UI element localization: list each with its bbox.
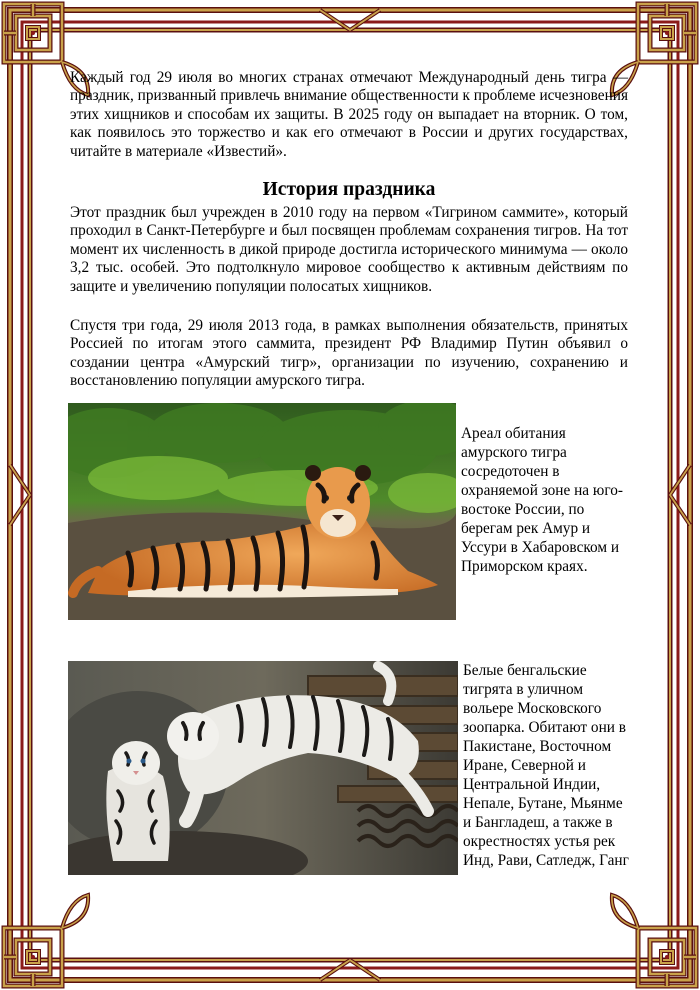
white-tiger-cubs-caption: Белые бенгальские тигрята в уличном вольере Московского зоопарка. Обитают они в Пакистане, Восточном Иране, Северной и Центральной Индии, Непале, Бутане, Мьянме и Бангладеш, а также в окрестностях устья рек Инд, Рави, Сатледж, Ганг [463,662,629,869]
history-paragraph-1: Этот праздник был учрежден в 2010 году на первом «Тигрином саммите», который проходил в Санкт-Петербурге и был посвящен проблемам сохранения тигров. На тот момент их численность в дикой природе достигла исторического минимума — около 3,2 тыс. особей. Это подтолкнуло мировое сообщество к активным действиям по защите и увеличению популяции полосатых хищников. [70,204,628,295]
white-tiger-cubs-photo [68,661,458,875]
intro-paragraph: Каждый год 29 июля во многих странах отмечают Международный день тигра — праздник, призванный привлечь внимание общественности к проблеме исчезновения этих хищников и способам их защиты. В 2025 году он выпадает на вторник. О том, как появилось это торжество и как его отмечают в России и других государствах, читайте в материале «Известий». [70,69,628,160]
amur-tiger-photo [68,403,456,620]
amur-tiger-caption: Ареал обитания амурского тигра сосредоточен в охраняемой зоне на юго-востоке России, по берегам рек Амур и Уссури в Хабаровском и Приморском краях. [461,425,623,575]
history-paragraph-2: Спустя три года, 29 июля 2013 года, в рамках выполнения обязательств, принятых Россией по итогам этого саммита, президент РФ Владимир Путин объявил о создании центра «Амурский тигр», организации по изучению, сохранению и восстановлению популяции амурского тигра. [70,317,628,390]
section-heading: История праздника [262,179,436,200]
